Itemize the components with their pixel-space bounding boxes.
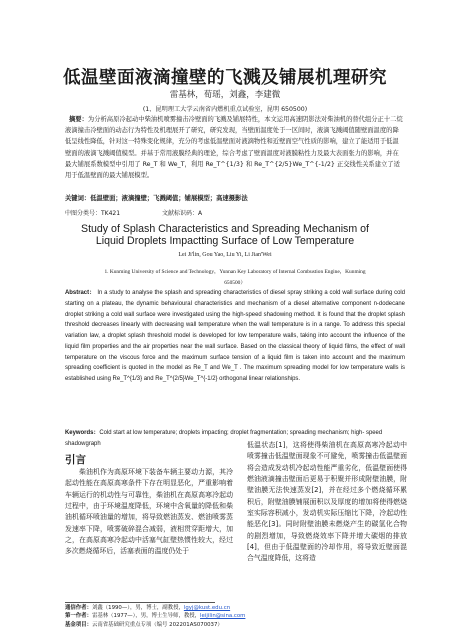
footnote-label: 第一作者： bbox=[65, 613, 92, 620]
english-abstract-text: In a study to analyse the splash and spreading characteristics of diesel spray striking a cold wall surface during cold starting on a plateau, the dynamic behavioural characteristics and mechanism of a diesel alternative component n-dodecane droplet striking a cold wall surface were investigated using the high-speed shadowing method. It is found that the droplet splash threshold decreases linearly with decreasing wall temperature when the wall temperature is in a range. To address this special variation law, a droplet splash threshold model is developed for low temperature walls, taking into account the influence of the liquid film properties and the air properties near the wall surface. Based on the classical theory of liquid films, the effect of wall temperature on the viscous force and the maximum surface tension of a liquid film is taken into account and the maximum spreading coefficient is quoted in the model as Re_T and We_T . The maximum spreading model for low temperature walls is established using Re_T^{1/3} and Re_T^{2/5}We_T^{-1/2} orthogonal linear relationships. bbox=[65, 290, 405, 382]
footnote-first-author bbox=[65, 612, 405, 620]
chinese-keywords: 关键词：低温壁面；液滴撞壁；飞溅阈值；铺展模型；高速摄影法 bbox=[65, 195, 248, 202]
footnote-label: 通信作者： bbox=[65, 605, 92, 611]
english-title-line2: Liquid Droplets Impactting Surface of Low Temperature bbox=[95, 235, 355, 248]
chinese-authors: 雷基林，荀瑶，刘鑫，李建微 bbox=[169, 90, 281, 100]
body-text-left-column: 柴油机作为高原环境下装备车辆主要动力源，其冷起动性能在高原高寒条件下存在明显恶化，严重影响着车辆运行的机动性与可靠性，柴油机在高原高寒冷起动过程中，由于环境温度降低，环境中含氧量的降低和柴油机循环喷油量的增加，将导致燃油蒸发、燃油喷雾蒸发速率下降，喷雾破碎混合减弱，液相贯穿距增大，加之，在高原高寒冷起动中活塞气缸壁热惯性较大，经过多次燃烧循环后，活塞表面的温度仍处于 bbox=[65, 468, 233, 556]
footnotes bbox=[65, 604, 405, 629]
footnote-text: 刘鑫（1990—），男，博士，副教授， bbox=[91, 605, 184, 611]
document-code: 文献标识码：A bbox=[161, 210, 203, 217]
footnote-fund bbox=[65, 621, 405, 629]
footnote-label: 基金项目： bbox=[65, 621, 92, 628]
english-title-line1: Study of Splash Characteristics and Spreading Mechanism of bbox=[81, 223, 369, 235]
email-link[interactable]: leijilin@sina.com bbox=[200, 613, 246, 620]
email-link[interactable]: lgyj@kust.edu.cn bbox=[183, 605, 231, 611]
english-title bbox=[0, 223, 450, 248]
classification-line bbox=[65, 208, 405, 217]
chinese-title: 低温壁面液滴撞壁的飞溅及铺展机理研究 bbox=[63, 68, 387, 88]
english-abstract bbox=[65, 288, 405, 385]
chinese-abstract-label: 摘要： bbox=[69, 116, 88, 123]
english-keywords-label: Keywords： bbox=[65, 430, 100, 436]
chinese-affiliation: (1、昆明理工大学云南省内燃机重点试验室，昆明 650500) bbox=[142, 106, 308, 113]
class-number: 中图分类号：TK421 bbox=[65, 210, 121, 217]
english-affiliation-line2: 650500） bbox=[224, 280, 246, 286]
english-keywords-text: Cold start at low temperature; droplets impacting; droplet fragmentation; spreading mechanism; high- speed shadowgraph bbox=[65, 430, 383, 447]
footnote-corresponding-author bbox=[65, 604, 405, 612]
footnote-divider bbox=[65, 602, 215, 603]
footnote-text: 雷基林（1977—），男，博士生导师，教授， bbox=[91, 613, 201, 620]
english-affiliation-line1: 1. Kunming University of Science and Technology，Yunnan Key Laboratory of Internal Combustion Engine，Kunming bbox=[104, 269, 366, 275]
footnote-text: 云南省基础研究重点专项（编号 202201AS070037） bbox=[91, 621, 223, 628]
chinese-abstract-text: 为分析高原冷起动中柴油机喷雾撞击冷壁面的飞溅及铺展特性，本文运用高速阴影法对柴油机的替代组分正十二烷液滴撞击冷壁面的动态行为特性及机理展开了研究，研究发现，当壁面温度处于一区间时，液滴飞溅阈值随壁面温度的降低呈线性降低，针对这一特殊变化规律，充分的考虑低温壁面对液滴物性和近壁面空气性质的影响，建立了能适用于低温壁面的液滴飞溅阈值模型。并基于常用液膜经典的理论，综合考虑了壁面温度对液膜粘性力及最大表面张力的影响，并在最大铺展系数模型中引用了 Re_T 和 We_T，利用 Re_T^{1/3} 和 Re_T^{2/5}We_T^{-1/2} 正交线性关系建立了适用于低温壁面的最大铺展模型。 bbox=[65, 116, 403, 180]
body-text-right-column: 低温状态[1]，这将使得柴油机在高原高寒冷起动中喷雾撞击低温壁面现象不可避免，喷雾撞击低温壁面将会造成发动机冷起动性能严重劣化，低温壁面使得燃油液滴撞击壁面后更易于积聚并形成附壁油膜，附壁油膜无法快速蒸发[2]，并在经过多个燃烧循环累积后，附壁油膜铺展面积以及厚度的增加将使得燃烧室实际容积减小，发动机实际压缩比下降，冷起动性能恶化[3]。同时附壁油膜未燃烧产生的碳氢化合物的剧烈增加，导致燃烧效率下降并增大碳烟的排放[4]，但由于低温壁面的冷却作用，将导致近壁面混合气温度降低，这将造 bbox=[247, 441, 407, 563]
chinese-abstract bbox=[65, 114, 405, 181]
section-heading-introduction: 引言 bbox=[65, 454, 86, 466]
english-authors: Lei Ji'lin, Gou Yao, Liu Yi, Li Jian'Wei bbox=[178, 252, 272, 258]
english-affiliation bbox=[70, 267, 400, 289]
english-abstract-label: Abstract： bbox=[65, 290, 96, 296]
